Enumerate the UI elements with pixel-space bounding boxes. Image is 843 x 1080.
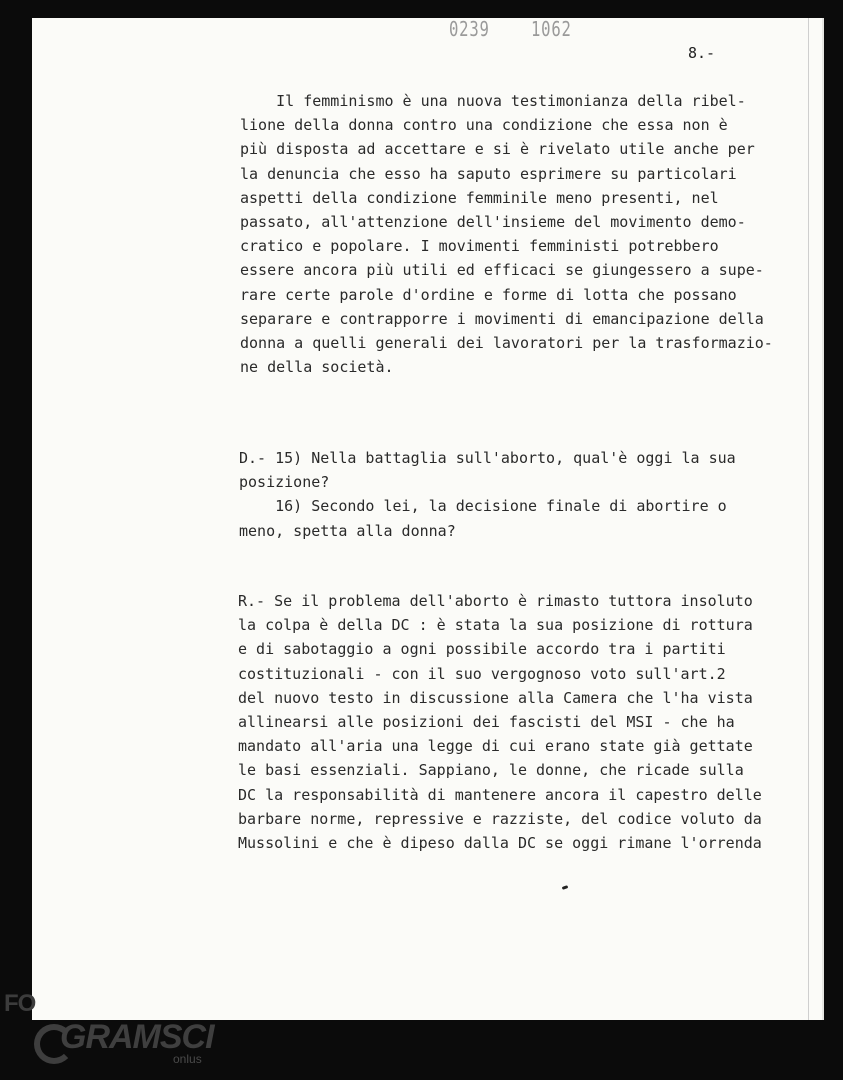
watermark-name: GRAMSCI — [60, 1018, 214, 1056]
paragraph-femminismo: Il femminismo è una nuova testimonianza della ribel- lione della donna contro una condizione che essa non è più disposta ad accettare e si è rivelato utile anche per la denuncia che esso ha saputo esprimere su particolari aspetti della condizione femminile meno presenti, nel passato, all'attenzione dell'insieme del movimento demo- cratico e popolare. I movimenti femministi potrebbero essere ancora più utili ed efficaci se giungessero a supe- rare certe parole d'ordine e forme di lotta che possano separare e contrapporre i movimenti di emancipazione della donna a quelli generali dei lavoratori per la trasformazio- ne della società. — [240, 92, 773, 377]
answer-block: R.- Se il problema dell'aborto è rimasto tuttora insoluto la colpa è della DC : è stata la sua posizione di rottura e di sabotaggio a ogni possibile accordo tra i partiti costituzionali - con il suo vergognoso voto sull'art.2 del nuovo testo in discussione alla Camera che l'ha vista allinearsi alle posizioni dei fascisti del MSI - che ha mandato all'aria una legge di cui erano state già gettate le basi essenziali. Sappiano, le donne, che ricade sulla DC la responsabilità di mantenere ancora il capestro delle barbare norme, repressive e razziste, del codice voluto da Mussolini e che è dipeso dalla DC se oggi rimane l'orrenda — [238, 592, 762, 853]
question-block: D.- 15) Nella battaglia sull'aborto, qual'è oggi la sua posizione? 16) Secondo lei, la decisione finale di abortire o meno, spetta alla donna? — [239, 449, 736, 540]
page-number: 8.- — [688, 44, 716, 62]
watermark-suffix: onlus — [173, 1052, 202, 1066]
watermark-prefix: FO — [4, 990, 36, 1017]
archive-stamp-left: 0239 — [449, 17, 490, 41]
archive-stamp-right: 1062 — [531, 17, 572, 41]
page-edge — [808, 18, 809, 1020]
